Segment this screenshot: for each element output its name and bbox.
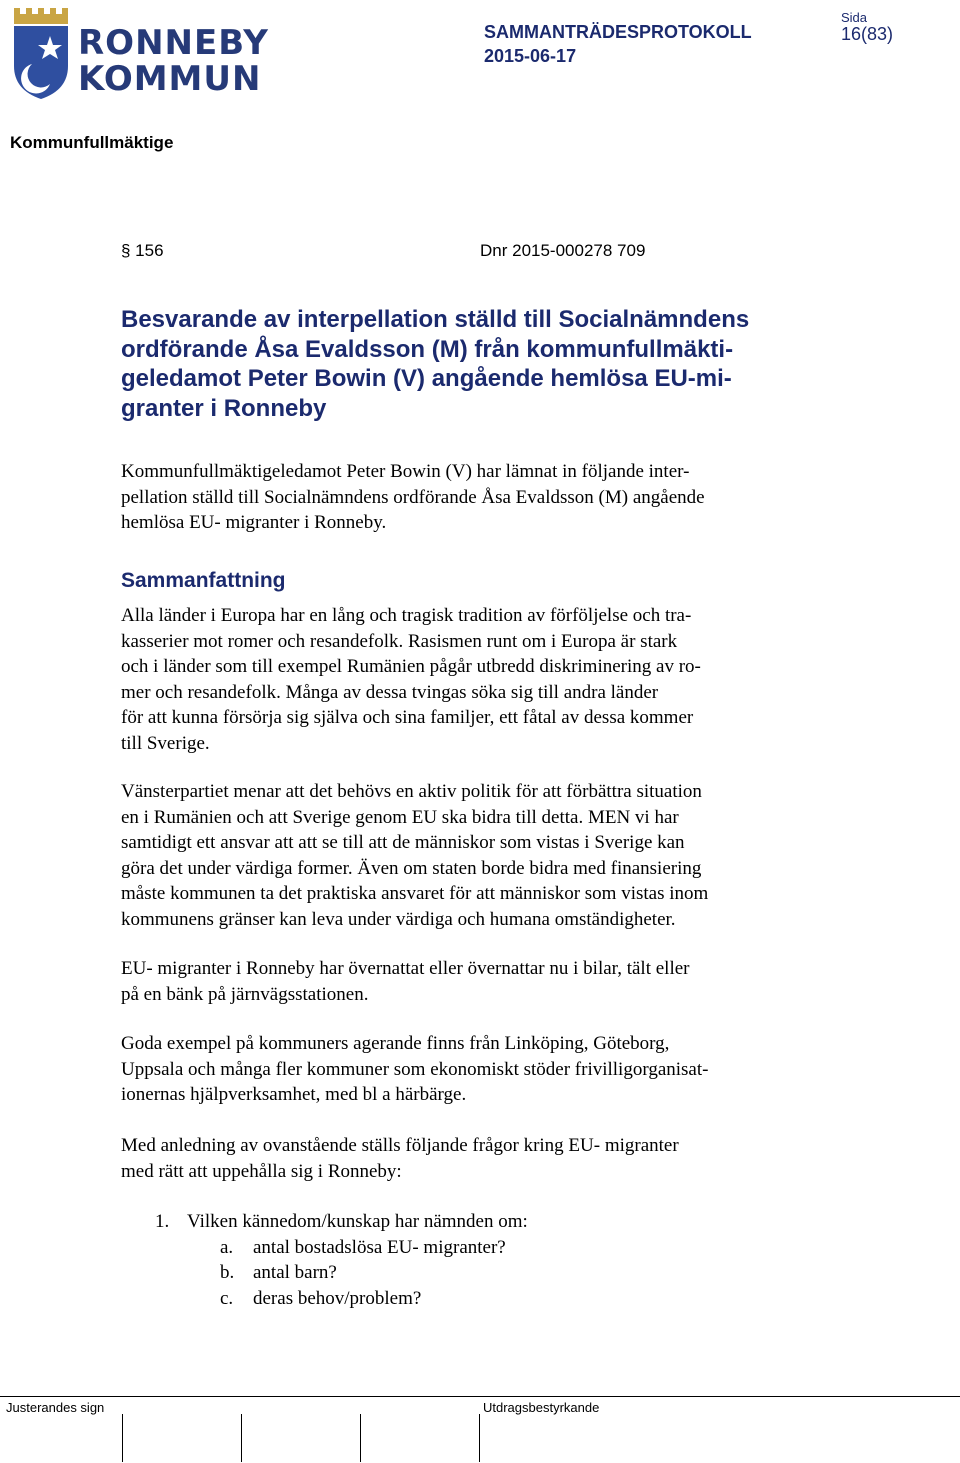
footer-divider: [0, 1396, 960, 1397]
logo-line-1: RONNEBY: [78, 23, 269, 63]
list-marker: a.: [220, 1237, 234, 1258]
item-heading: [121, 305, 821, 423]
logo-line-2: KOMMUN: [78, 59, 262, 99]
text-line: pellation ställd till Socialnämndens ordförande Åsa Evaldsson (M) angående: [121, 486, 705, 508]
body-name: Kommunfullmäktige: [10, 133, 174, 152]
text-line: mer och resandefolk. Många av dessa tvingas söka sig till andra länder: [121, 681, 659, 703]
text-line: samtidigt ett ansvar att att se till att de människor som vistas i Sverige kan: [121, 832, 685, 853]
text-line: kasserier mot romer och resandefolk. Rasismen runt om i Europa är stark: [121, 630, 678, 652]
heading-line: Besvarande av interpellation ställd till Socialnämndens: [121, 306, 750, 333]
page-number: 16(83): [841, 24, 894, 44]
sub-question-text: antal bostadslösa EU- migranter?: [253, 1237, 506, 1258]
question-item: [155, 1209, 528, 1235]
paragraph-2: [121, 779, 821, 932]
signature-box-divider: [241, 1414, 242, 1462]
paragraph-3: [121, 956, 821, 1007]
text-line: Kommunfullmäktigeledamot Peter Bowin (V) har lämnat in följande inter-: [121, 461, 690, 482]
footer-utdragsbestyrkande: Utdragsbestyrkande: [483, 1400, 600, 1415]
summary-heading: Sammanfattning: [121, 569, 286, 592]
meeting-date: 2015-06-17: [484, 46, 577, 66]
paragraph-4: [121, 1031, 821, 1108]
diary-number: Dnr 2015-000278 709: [480, 241, 646, 260]
sub-question-text: deras behov/problem?: [253, 1288, 422, 1309]
text-line: göra det under värdiga former. Även om staten borde bidra med finansiering: [121, 857, 702, 879]
text-line: med rätt att uppehålla sig i Ronneby:: [121, 1160, 402, 1182]
heading-line: ordförande Åsa Evaldsson (M) från kommunfullmäkti-: [121, 335, 734, 363]
text-line: kommunens gränser kan leva under värdiga och humana omständigheter.: [121, 908, 676, 930]
text-line: Vänsterpartiet menar att det behövs en aktiv politik för att förbättra situation: [121, 781, 702, 802]
page-label: Sida: [841, 10, 868, 25]
text-line: hemlösa EU- migranter i Ronneby.: [121, 512, 387, 533]
sub-question-item: [220, 1235, 506, 1261]
footer-justerandes-sign: Justerandes sign: [6, 1400, 105, 1415]
question-text: Vilken kännedom/kunskap har nämnden om:: [187, 1211, 528, 1232]
text-line: Uppsala och många fler kommuner som ekonomiskt stöder frivilligorganisat-: [121, 1058, 709, 1080]
heading-line: granter i Ronneby: [121, 394, 327, 422]
document-type: SAMMANTRÄDESPROTOKOLL: [484, 22, 752, 42]
text-line: Med anledning av ovanstående ställs följande frågor kring EU- migranter: [121, 1135, 679, 1156]
sub-question-item: [220, 1260, 337, 1286]
sub-question-text: antal barn?: [253, 1262, 337, 1283]
text-line: och i länder som till exempel Rumänien pågår utbredd diskriminering av ro-: [121, 656, 701, 677]
text-line: ionernas hjälpverksamhet, med bl a härbärge.: [121, 1084, 467, 1105]
signature-box-divider: [122, 1414, 123, 1462]
text-line: måste kommunen ta det praktiska ansvaret för att människor som vistas inom: [121, 883, 709, 904]
summary-paragraph: [121, 603, 821, 756]
paragraph-5: [121, 1133, 821, 1184]
coat-of-arms-icon: [10, 4, 72, 100]
paragraph-number: § 156: [121, 241, 164, 260]
sub-question-item: [220, 1286, 421, 1312]
text-line: till Sverige.: [121, 732, 210, 754]
text-line: en i Rumänien och att Sverige genom EU ska bidra till detta. MEN vi har: [121, 806, 679, 828]
text-line: Alla länder i Europa har en lång och tragisk tradition av förföljelse och tra-: [121, 605, 692, 626]
intro-paragraph: [121, 459, 821, 536]
text-line: Goda exempel på kommuners agerande finns från Linköping, Göteborg,: [121, 1033, 670, 1054]
signature-box-divider: [479, 1414, 480, 1462]
text-line: EU- migranter i Ronneby har övernattat eller övernattar nu i bilar, tält eller: [121, 958, 690, 979]
list-marker: c.: [220, 1288, 234, 1309]
list-marker: b.: [220, 1262, 235, 1283]
text-line: för att kunna försörja sig själva och sina familjer, ett fåtal av dessa kommer: [121, 707, 694, 728]
ronneby-kommun-logo: [10, 4, 269, 100]
heading-line: geledamot Peter Bowin (V) angående hemlösa EU-mi-: [121, 365, 732, 392]
list-marker: 1.: [155, 1211, 170, 1232]
signature-box-divider: [360, 1414, 361, 1462]
text-line: på en bänk på järnvägsstationen.: [121, 983, 369, 1005]
